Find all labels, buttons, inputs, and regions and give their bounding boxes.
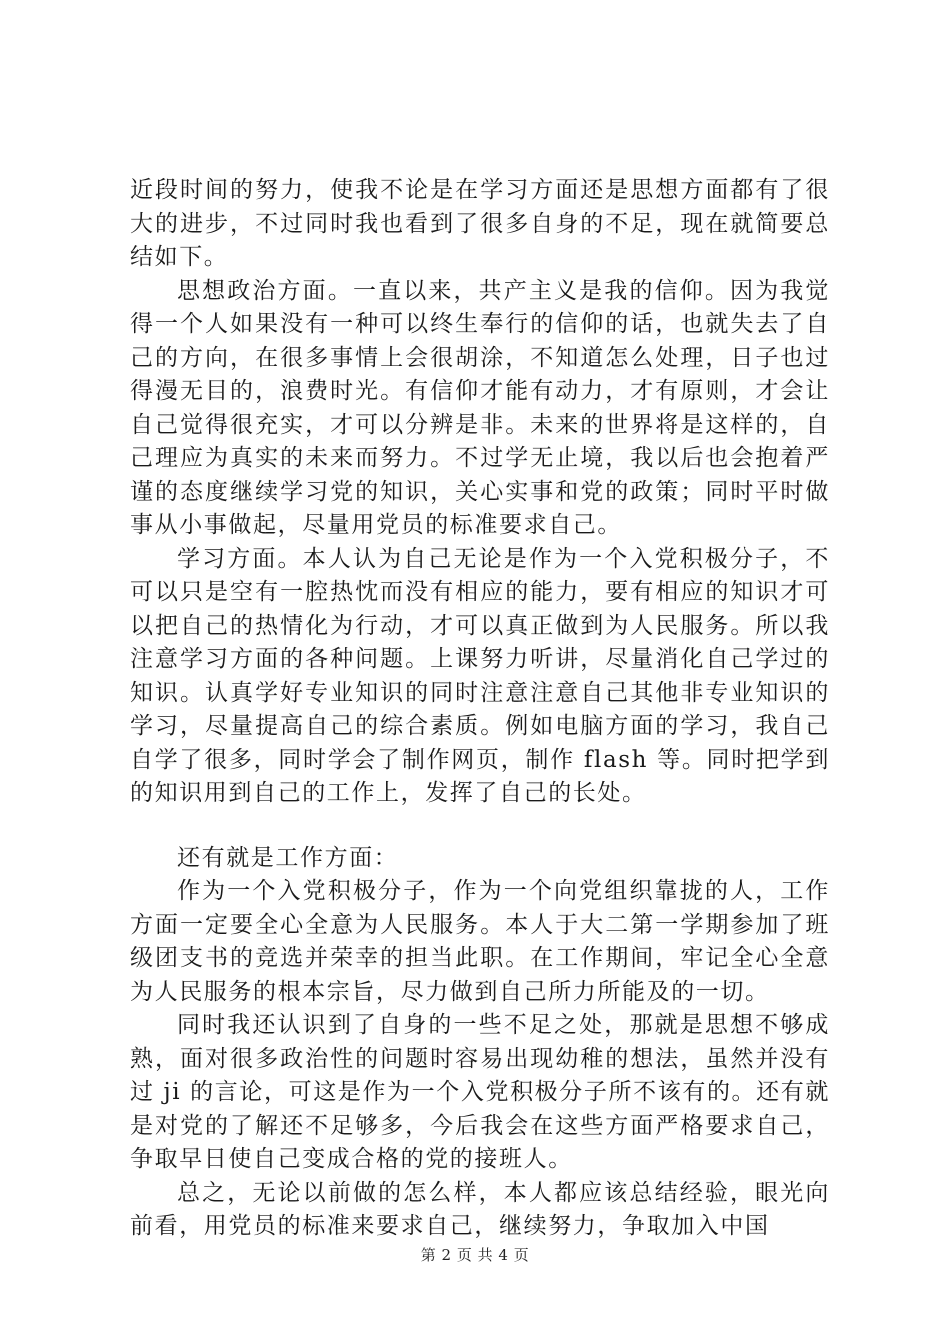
paragraph-shortcomings: 同时我还认识到了自身的一些不足之处，那就是思想不够成熟，面对很多政治性的问题时容易出现幼稚的想法，虽然并没有过 ji 的言论，可这是作为一个入党积极分子所不该有的。还有就是对党的了解还不足够多，今后我会在这些方面严格要求自己，争取早日使自己变成合格的党的接班人。 (130, 1012, 830, 1172)
paragraph-intro: 近段时间的努力，使我不论是在学习方面还是思想方面都有了很大的进步，不过同时我也看到了很多自身的不足，现在就简要总结如下。 (130, 177, 830, 270)
paragraph-study: 学习方面。本人认为自己无论是作为一个入党积极分子，不可以只是空有一腔热忱而没有相应的能力，要有相应的知识才可以把自己的热情化为行动，才可以真正做到为人民服务。所以我注意学习方面的各种问题。上课努力听讲，尽量消化自己学过的知识。认真学好专业知识的同时注意注意自己其他非专业知识的学习，尽量提高自己的综合素质。例如电脑方面的学习，我自己自学了很多，同时学会了制作网页，制作 flash 等。同时把学到的知识用到自己的工作上，发挥了自己的长处。 (130, 545, 830, 806)
paragraph-political-thought: 思想政治方面。一直以来，共产主义是我的信仰。因为我觉得一个人如果没有一种可以终生奉行的信仰的话，也就失去了自己的方向，在很多事情上会很胡涂，不知道怎么处理，日子也过得漫无目的，浪费时光。有信仰才能有动力，才有原则，才会让自己觉得很充实，才可以分辨是非。未来的世界将是这样的，自己理应为真实的未来而努力。不过学无止境，我以后也会抱着严谨的态度继续学习党的知识，关心实事和党的政策；同时平时做事从小事做起，尽量用党员的标准要求自己。 (130, 277, 830, 538)
document-body (130, 174, 830, 1244)
paragraph-conclusion: 总之，无论以前做的怎么样，本人都应该总结经验，眼光向前看，用党员的标准来要求自己，继续努力，争取加入中国 (130, 1179, 830, 1239)
paragraph-work: 作为一个入党积极分子，作为一个向党组织靠拢的人，工作方面一定要全心全意为人民服务。本人于大二第一学期参加了班级团支书的竞选并荣幸的担当此职。在工作期间，牢记全心全意为人民服务的根本宗旨，尽力做到自己所力所能及的一切。 (130, 878, 830, 1005)
page-number-footer: 第 2 页 共 4 页 (420, 1246, 530, 1264)
paragraph-work-heading: 还有就是工作方面： (177, 844, 399, 871)
